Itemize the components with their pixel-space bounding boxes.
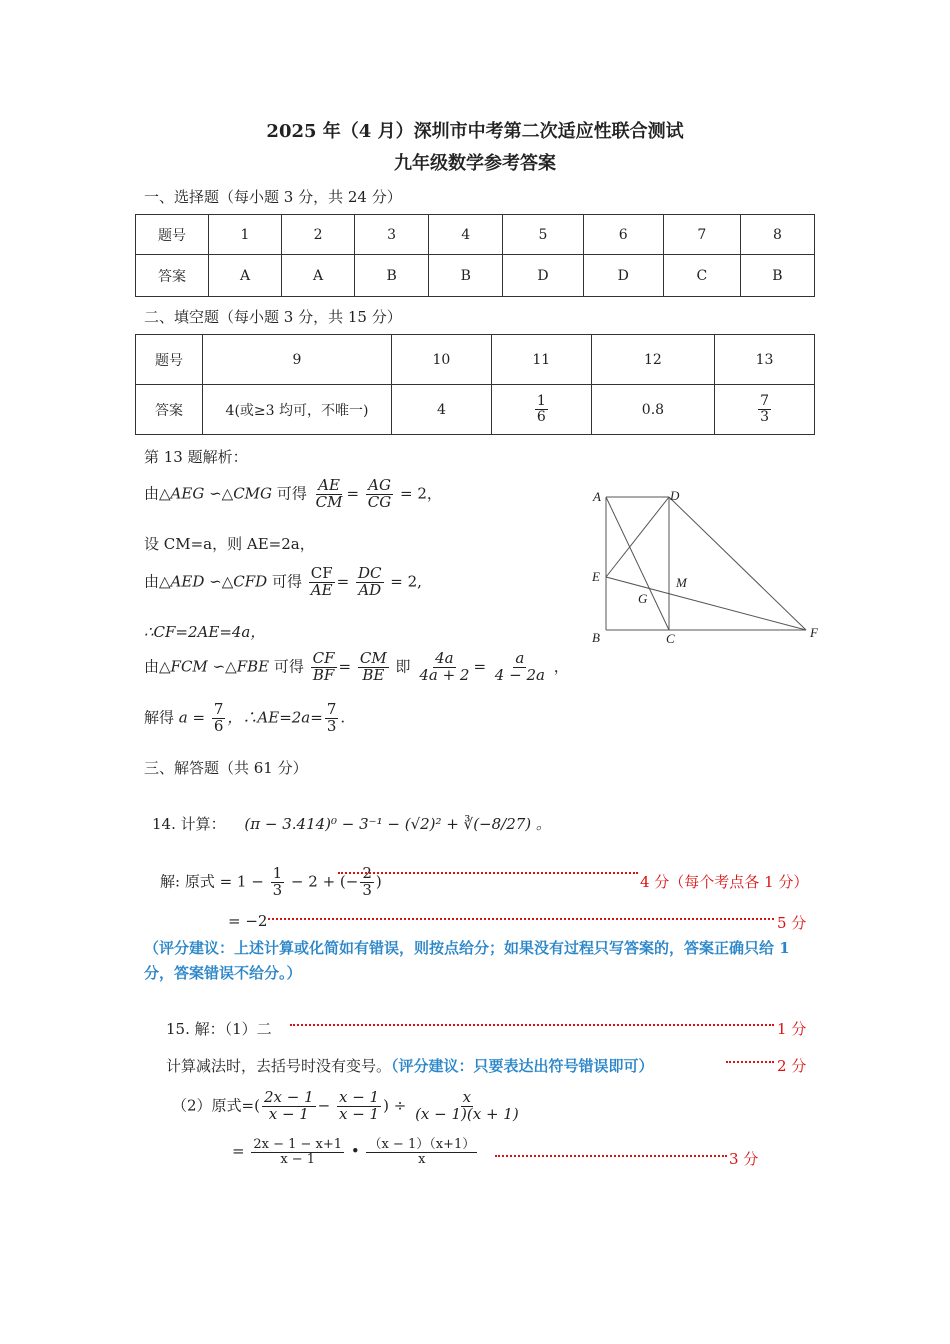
q14-score2: 5 分 bbox=[777, 914, 807, 932]
q15-score3: 3 分 bbox=[729, 1150, 759, 1168]
fraction bbox=[493, 651, 547, 684]
text: = 2, bbox=[390, 572, 422, 591]
text: 可得 bbox=[271, 572, 302, 591]
cell bbox=[491, 385, 591, 435]
fraction bbox=[337, 1090, 381, 1123]
numerator: AG bbox=[368, 476, 391, 494]
q15-grading-note: （评分建议：只要表达出符号错误即可） bbox=[391, 1057, 654, 1075]
cell: 11 bbox=[491, 335, 591, 385]
text: 解得 bbox=[144, 708, 175, 727]
fill-answer-table bbox=[135, 334, 815, 435]
label-f: F bbox=[810, 625, 818, 640]
q13-line6 bbox=[144, 702, 345, 735]
label-a: A bbox=[593, 489, 601, 504]
numerator: CF bbox=[312, 649, 335, 667]
segment-ef bbox=[606, 577, 806, 630]
cell: 12 bbox=[591, 335, 714, 385]
cell bbox=[715, 385, 815, 435]
denominator: 3 bbox=[272, 880, 283, 899]
q14-question bbox=[152, 813, 551, 834]
leader-dots bbox=[268, 918, 774, 920]
denominator: x − 1 bbox=[280, 1151, 316, 1167]
text: ) bbox=[375, 872, 382, 891]
cell: 题号 bbox=[136, 215, 209, 255]
denominator: 3 bbox=[760, 409, 770, 425]
section-fill-heading: 二、填空题（每小题 3 分，共 15 分） bbox=[144, 308, 402, 326]
text: 可得 bbox=[276, 484, 307, 503]
text: AEG bbox=[170, 484, 205, 503]
fraction bbox=[758, 394, 771, 424]
denominator: x bbox=[418, 1151, 426, 1167]
label-g: G bbox=[638, 591, 648, 606]
denominator: 6 bbox=[536, 409, 546, 425]
denominator: BF bbox=[312, 665, 335, 684]
text: = bbox=[232, 1142, 245, 1161]
text: 即 bbox=[395, 657, 411, 676]
segment-ed bbox=[606, 497, 669, 577]
denominator: BE bbox=[362, 665, 385, 684]
fraction bbox=[271, 866, 285, 899]
denominator: 6 bbox=[213, 716, 224, 735]
numerator: 1 bbox=[536, 393, 546, 410]
segment-ac bbox=[606, 497, 669, 630]
fraction bbox=[325, 702, 339, 735]
fraction bbox=[360, 866, 374, 899]
text: ∽△ bbox=[209, 572, 234, 591]
text: CMG bbox=[233, 484, 273, 503]
text: . bbox=[340, 708, 346, 727]
q14-solution-line1 bbox=[160, 866, 382, 899]
label-d: D bbox=[670, 488, 680, 503]
numerator: 1 bbox=[272, 864, 283, 882]
q15-score1: 1 分 bbox=[777, 1020, 807, 1038]
q14-solution-line2: = −2 bbox=[228, 912, 268, 930]
numerator: x bbox=[462, 1088, 472, 1106]
cell: 题号 bbox=[136, 335, 203, 385]
q14-score1: 4 分（每个考点各 1 分） bbox=[640, 873, 809, 891]
cell: 9 bbox=[203, 335, 392, 385]
numerator: 2x − 1 bbox=[263, 1088, 314, 1106]
denominator: 4 − 2a bbox=[494, 665, 545, 684]
text: （2）原式=( bbox=[172, 1096, 260, 1115]
text: 由△ bbox=[144, 484, 171, 503]
q14-grading-note: （评分建议：上述计算或化简如有错误，则按点给分；如果没有过程只写答案的，答案正确只给 1 分，答案错误不给分。） bbox=[144, 939, 790, 982]
numerator: 4a bbox=[435, 649, 454, 667]
numerator: CF bbox=[310, 564, 333, 582]
leader-dots bbox=[338, 872, 638, 874]
cell: 6 bbox=[583, 215, 663, 255]
text: ) ÷ bbox=[383, 1096, 407, 1115]
text: = 2， bbox=[400, 484, 442, 503]
q13-line4: ∴CF=2AE=4a， bbox=[144, 623, 266, 641]
denominator: AE bbox=[310, 580, 333, 599]
denominator: 3 bbox=[362, 880, 372, 899]
text: a = bbox=[178, 708, 206, 727]
denominator: (x − 1)(x + 1) bbox=[415, 1104, 519, 1123]
numerator: a bbox=[515, 649, 525, 667]
q15-line4 bbox=[232, 1138, 479, 1166]
text: ∽△ bbox=[212, 657, 237, 676]
section-solve-heading: 三、解答题（共 61 分） bbox=[144, 759, 308, 777]
numerator: （x − 1）（x+1） bbox=[368, 1137, 476, 1152]
numerator: 7 bbox=[760, 393, 770, 410]
denominator: x − 1 bbox=[338, 1104, 380, 1123]
cell: 4 bbox=[392, 385, 492, 435]
numerator: 7 bbox=[213, 700, 224, 718]
text: 可得 bbox=[273, 657, 304, 676]
denominator: AD bbox=[358, 580, 382, 599]
fraction bbox=[358, 651, 389, 684]
q13-line2: 设 CM=a，则 AE=2a， bbox=[144, 535, 315, 553]
fraction bbox=[417, 651, 471, 684]
leader-dots bbox=[726, 1061, 774, 1063]
cell: 13 bbox=[715, 335, 815, 385]
text: 解: 原式 = 1 − bbox=[160, 872, 264, 891]
cell: 3 bbox=[355, 215, 429, 255]
fraction bbox=[366, 1138, 477, 1166]
denominator: CG bbox=[367, 492, 392, 511]
cell: 8 bbox=[740, 215, 814, 255]
fraction bbox=[535, 394, 548, 424]
cell: 7 bbox=[663, 215, 740, 255]
cell: 2 bbox=[282, 215, 355, 255]
q15-line3: （2）原式=( $\frac{2x - 1}{x - 1}$ − $\frac{x - 1}{x - 1}$ ) ÷ $\frac{x}{(x - 1)(x + 1)}$ bbox=[172, 1088, 519, 1123]
q13-heading: 第 13 题解析： bbox=[144, 448, 248, 466]
cell: 4 bbox=[429, 215, 503, 255]
denominator: 3 bbox=[326, 716, 337, 735]
cell: 0.8 bbox=[591, 385, 714, 435]
fraction bbox=[413, 1090, 521, 1123]
q13-line1: 由△AEG ∽△CMG 可得 $\frac{AE}{CM}$ = $\frac{AG}{CG}$ = 2， bbox=[144, 476, 442, 511]
cell: C bbox=[663, 255, 740, 297]
numerator: CM bbox=[359, 649, 387, 667]
fraction bbox=[251, 1138, 344, 1166]
text: − 2 + (− bbox=[290, 872, 359, 891]
cell: 10 bbox=[392, 335, 492, 385]
numerator: 2x − 1 − x+1 bbox=[253, 1137, 343, 1152]
text: FCM bbox=[170, 657, 208, 676]
q13-line5: 由△FCM ∽△FBE 可得 $\frac{CF}{BF}$ = $\frac{CM}{BE}$ 即 $\frac{4a}{4a + 2}$ = $\frac{a}{4 - 2a}$ ， bbox=[144, 649, 569, 684]
numerator: 7 bbox=[326, 700, 337, 718]
cell: 答案 bbox=[136, 385, 203, 435]
geometry-figure bbox=[580, 485, 830, 650]
label-e: E bbox=[592, 569, 600, 584]
cell: 5 bbox=[503, 215, 583, 255]
fraction bbox=[309, 566, 335, 599]
cell: A bbox=[282, 255, 355, 297]
label-c: C bbox=[666, 631, 675, 646]
cell: A bbox=[209, 255, 282, 297]
q15-line2 bbox=[166, 1055, 654, 1076]
cell: D bbox=[503, 255, 583, 297]
section-choice-heading: 一、选择题（每小题 3 分，共 24 分） bbox=[144, 188, 402, 206]
cell: 答案 bbox=[136, 255, 209, 297]
text: AED bbox=[170, 572, 205, 591]
cell: 4(或≥3 均可，不唯一) bbox=[203, 385, 392, 435]
text: ∽△ bbox=[209, 484, 234, 503]
fraction bbox=[262, 1090, 316, 1123]
text: ， bbox=[553, 657, 569, 676]
denominator: x − 1 bbox=[268, 1104, 309, 1123]
fraction bbox=[366, 478, 393, 511]
text: 计算减法时，去括号时没有变号。 bbox=[166, 1057, 392, 1075]
numerator: x − 1 bbox=[338, 1088, 380, 1106]
doc-title: 2025 年（4 月）深圳市中考第二次适应性联合测试 bbox=[266, 121, 684, 142]
q15-score2: 2 分 bbox=[777, 1057, 807, 1075]
denominator: 4a + 2 bbox=[419, 665, 470, 684]
cell: B bbox=[355, 255, 429, 297]
fraction bbox=[314, 478, 345, 511]
text: • bbox=[350, 1142, 360, 1161]
cell: B bbox=[429, 255, 503, 297]
denominator: CM bbox=[315, 492, 343, 511]
numerator: AE bbox=[318, 476, 340, 494]
cell: B bbox=[740, 255, 814, 297]
cell: D bbox=[583, 255, 663, 297]
text: 由△ bbox=[144, 572, 171, 591]
label-m: M bbox=[676, 575, 687, 590]
numerator: DC bbox=[357, 564, 382, 582]
fraction bbox=[212, 702, 226, 735]
label-b: B bbox=[592, 630, 600, 645]
text: CFD bbox=[233, 572, 268, 591]
text: ，∴AE=2a= bbox=[227, 708, 323, 727]
doc-subtitle: 九年级数学参考答案 bbox=[394, 153, 556, 174]
choice-answer-table bbox=[135, 214, 815, 297]
leader-dots bbox=[290, 1024, 774, 1026]
text: FBE bbox=[236, 657, 270, 676]
q15-line1: 15. 解：（1）二 bbox=[166, 1020, 272, 1038]
numerator: 2 bbox=[362, 864, 372, 882]
q14-expression: (π − 3.414)⁰ − 3⁻¹ − (√2)² + ∛(−8/27) 。 bbox=[244, 815, 551, 833]
q13-line3: 由△AED ∽△CFD 可得 $\frac{CF}{AE}$ = $\frac{DC}{AD}$ = 2, bbox=[144, 564, 422, 599]
fraction bbox=[356, 566, 384, 599]
text: 14. 计算： bbox=[152, 815, 226, 833]
cell: 1 bbox=[209, 215, 282, 255]
leader-dots bbox=[495, 1155, 727, 1157]
text: 由△ bbox=[144, 657, 171, 676]
fraction bbox=[311, 651, 337, 684]
segment-df bbox=[669, 497, 806, 630]
